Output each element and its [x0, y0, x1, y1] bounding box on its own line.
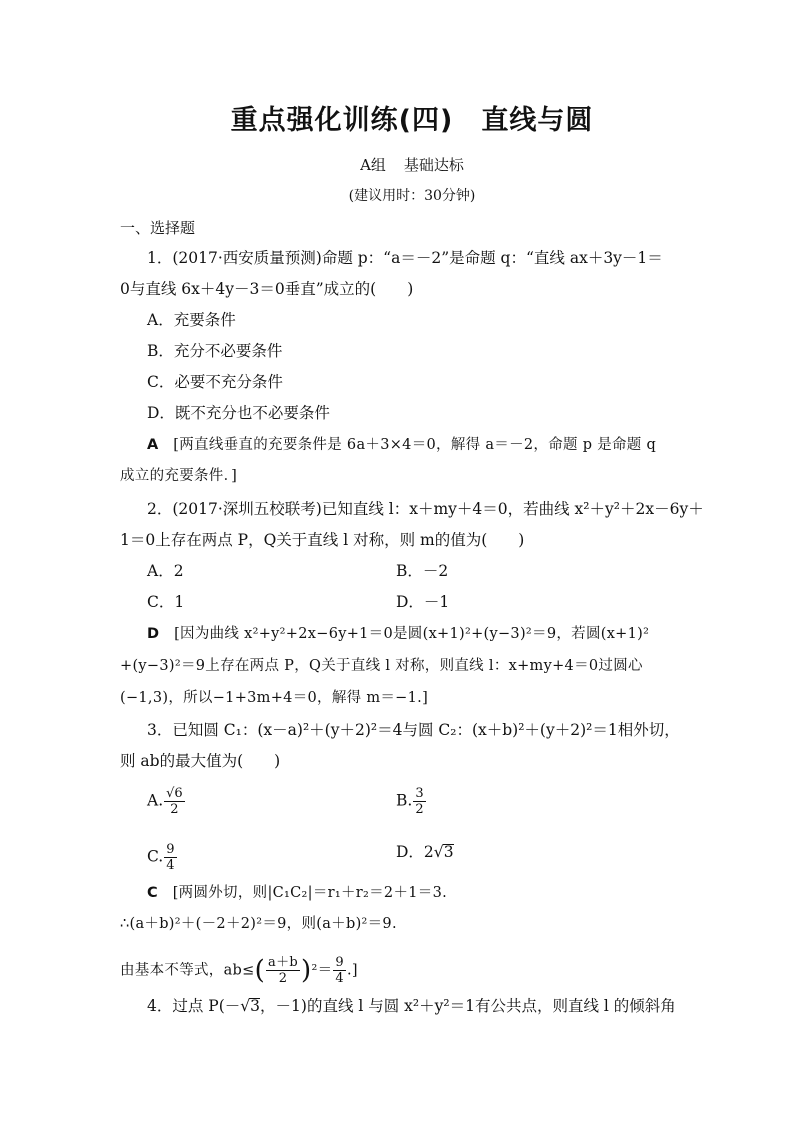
q3-option-c-prefix: C. — [147, 847, 164, 866]
q3-answer-num1: a＋b — [268, 955, 299, 970]
q3-answer-line2: ∴(a＋b)²＋(－2＋2)²＝9，则(a＋b)²＝9. — [120, 916, 397, 932]
q3-option-b-num: 3 — [415, 786, 424, 801]
q3-answer-den1: 2 — [278, 971, 288, 986]
q4-text-b: ，－1)的直线 l 与圆 x²＋y²＝1有公共点，则直线 l 的倾斜角 — [260, 997, 676, 1015]
q2-option-c: C．1 — [147, 593, 185, 611]
time-note: (建议用时：30分钟) — [348, 188, 476, 204]
q3-answer-text3c: .] — [346, 962, 358, 979]
q3-answer-text3a: 由基本不等式，ab≤ — [120, 962, 255, 979]
group-name: A组 — [360, 156, 386, 174]
q1-answer-line1 — [147, 435, 656, 455]
q3-option-d-radicand: 3 — [443, 843, 454, 861]
q3-line1: 3．已知圆 C₁：(x－a)²＋(y＋2)²＝4与圆 C₂：(x＋b)²＋(y＋2)²＝1相外切， — [147, 721, 680, 739]
q2-answer-line1 — [147, 624, 649, 644]
q3-option-a-den: 2 — [170, 802, 179, 817]
q2-line1: 2．(2017·深圳五校联考)已知直线 l：x＋my＋4＝0，若曲线 x²＋y²＋2x－6y＋ — [147, 500, 704, 518]
q3-answer-text1: [两圆外切，则|C₁C₂|＝r₁＋r₂＝2＋1＝3. — [172, 885, 448, 901]
q3-option-a-num: √6 — [166, 786, 183, 801]
q3-option-b — [396, 786, 427, 817]
q1-answer-line2: 成立的充要条件．] — [120, 468, 238, 484]
q3-option-c-num: 9 — [166, 842, 175, 857]
title-sub: 直线与圆 — [481, 105, 594, 136]
q3-line2: 则 ab的最大值为( ) — [120, 752, 281, 770]
q4-line1 — [147, 996, 676, 1016]
q1-option-a: A．充要条件 — [147, 311, 236, 329]
q2-answer-line2: +(y−3)²＝9上存在两点 P，Q关于直线 l 对称，则直线 l：x+my+4＝0过圆心 — [120, 658, 643, 674]
q2-answer-line3: (−1,3)，所以−1+3m+4＝0，解得 m＝−1.] — [120, 690, 429, 706]
q3-answer-text3b: ²＝ — [311, 962, 333, 979]
q2-option-b: B．－2 — [396, 562, 449, 580]
q3-option-a-fraction — [164, 786, 185, 817]
right-paren-icon: ) — [301, 955, 312, 986]
sqrt-icon: √ — [433, 843, 444, 861]
q1-answer-letter: A — [147, 437, 159, 453]
q3-answer-line1 — [147, 883, 447, 903]
q1-option-b: B．充分不必要条件 — [147, 342, 283, 360]
sqrt-icon: √ — [240, 997, 251, 1015]
q3-option-c-fraction — [164, 842, 176, 873]
q3-option-b-prefix: B. — [396, 791, 413, 810]
q3-option-c — [147, 842, 178, 873]
q3-answer-fraction2 — [333, 955, 346, 986]
q3-answer-den2: 4 — [335, 971, 344, 986]
q3-option-a-prefix: A. — [147, 791, 164, 810]
q2-line2: 1＝0上存在两点 P，Q关于直线 l 对称，则 m的值为( ) — [120, 531, 525, 549]
q4-radicand: 3 — [250, 997, 261, 1015]
q3-answer-line3 — [120, 955, 358, 986]
q2-answer-text1: [因为曲线 x²+y²+2x−6y+1＝0是圆(x+1)²+(y−3)²＝9，若圆(x+1)² — [174, 626, 650, 642]
q3-option-c-den: 4 — [166, 858, 175, 873]
q3-answer-num2: 9 — [335, 955, 344, 970]
group-heading — [0, 155, 794, 175]
q3-option-d — [396, 842, 454, 862]
q2-answer-letter: D — [147, 626, 160, 642]
q4-text-a: 4．过点 P(－ — [147, 997, 241, 1015]
q2-option-d: D．－1 — [396, 593, 450, 611]
q2-option-a: A．2 — [147, 562, 184, 580]
q3-option-b-fraction — [413, 786, 425, 817]
q3-option-b-den: 2 — [415, 802, 424, 817]
page-title — [0, 98, 794, 137]
section-heading: 一、选择题 — [120, 219, 196, 237]
q1-option-c: C．必要不充分条件 — [147, 373, 283, 391]
q3-option-d-prefix: D．2 — [396, 843, 434, 861]
title-main: 重点强化训练(四) — [230, 105, 454, 136]
left-paren-icon: ( — [254, 955, 266, 986]
q1-option-d: D．既不充分也不必要条件 — [147, 404, 330, 422]
q1-answer-text1: [两直线垂直的充要条件是 6a＋3×4＝0，解得 a＝－2，命题 p 是命题 q — [173, 437, 657, 453]
q3-answer-letter: C — [147, 885, 158, 901]
q1-line2: 0与直线 6x＋4y－3＝0垂直”成立的( ) — [120, 280, 414, 298]
q1-line1: 1．(2017·西安质量预测)命题 p：“a＝－2”是命题 q：“直线 ax＋3y－1＝ — [147, 249, 663, 267]
q3-answer-fraction1 — [266, 955, 300, 986]
q3-option-a — [147, 786, 186, 817]
group-label: 基础达标 — [403, 156, 464, 174]
